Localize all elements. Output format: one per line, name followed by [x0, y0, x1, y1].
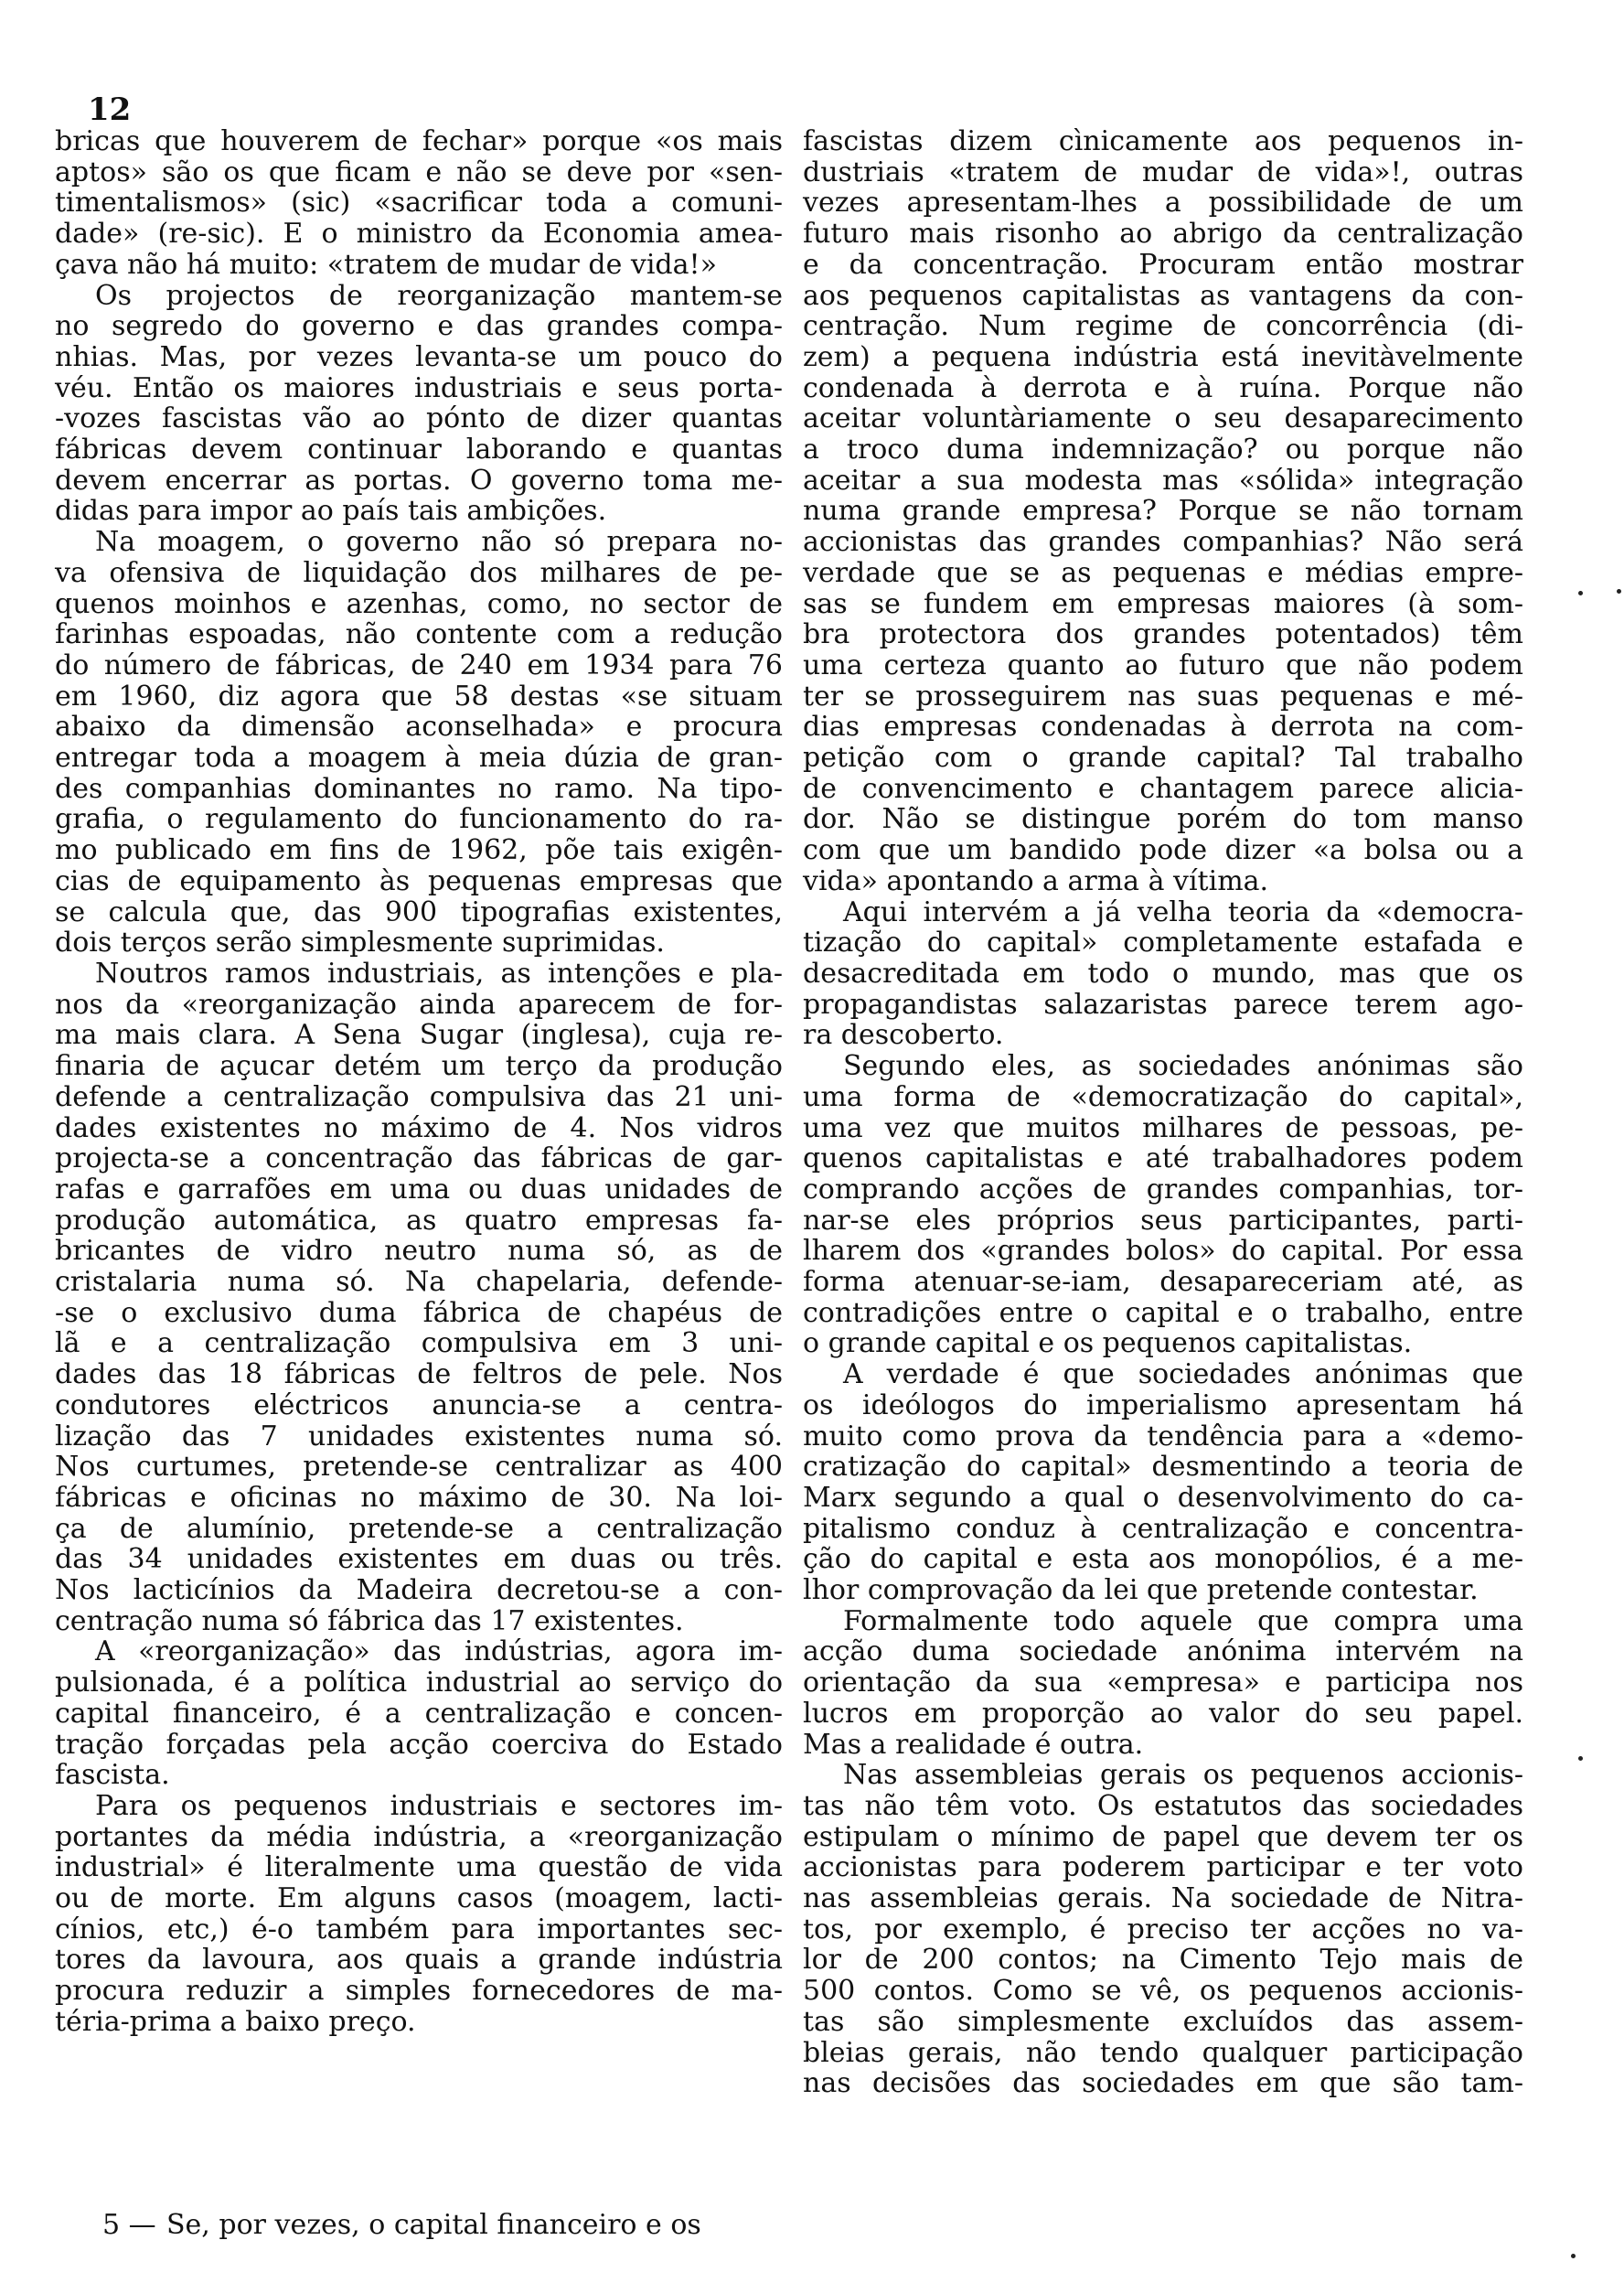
text-line: ma mais clara. A Sena Sugar (inglesa), cuja re- — [55, 1019, 783, 1052]
footer-section-number: 5 — — [102, 2209, 156, 2241]
text-line: dor. Não se distingue porém do tom manso — [803, 803, 1523, 836]
text-line: petição com o grande capital? Tal trabalho — [803, 742, 1523, 775]
text-line: lização das 7 unidades existentes numa só. — [55, 1420, 783, 1452]
text-line: véu. Então os maiores industriais e seus porta- — [55, 371, 783, 404]
text-line: timentalismos» (sic) «sacrificar toda a comuni- — [55, 187, 783, 220]
text-line: çava não há muito: «tratem de mudar de vida!» — [55, 248, 717, 281]
text-line: accionistas das grandes companhias? Não será — [803, 526, 1523, 559]
text-line: rafas e garrafões em uma ou duas unidades de — [55, 1173, 783, 1206]
text-line: lharem dos «grandes bolos» do capital. Por essa — [803, 1235, 1523, 1268]
text-line: centração. Num regime de concorrência (di- — [803, 310, 1523, 343]
text-line: e da concentração. Procuram então mostrar — [803, 248, 1523, 281]
text-line: capital financeiro, é a centralização e concen- — [55, 1697, 783, 1730]
text-line: desacreditada em todo o mundo, mas que os — [803, 957, 1523, 990]
text-line: ça de alumínio, pretende-se a centralização — [55, 1512, 783, 1545]
text-line: fábricas devem continuar laborando e quantas — [55, 434, 783, 466]
text-line: das 34 unidades existentes em duas ou três. — [55, 1543, 783, 1576]
text-line: orientação da sua «empresa» e participa nos — [803, 1667, 1523, 1699]
text-line: entregar toda a moagem à meia dúzia de gran- — [55, 742, 783, 775]
text-line: tas não têm voto. Os estatutos das sociedades — [803, 1789, 1523, 1822]
text-line: portantes da média indústria, a «reorganização — [55, 1820, 783, 1853]
text-line: nar-se eles próprios seus participantes, parti- — [803, 1204, 1523, 1237]
text-line: Marx segundo a qual o desenvolvimento do ca- — [803, 1481, 1523, 1514]
text-line: Os projectos de reorganização mantem-se — [95, 279, 783, 312]
text-line: nos da «reorganização ainda aparecem de for- — [55, 988, 783, 1021]
text-line: lã e a centralização compulsiva em 3 uni- — [55, 1327, 783, 1360]
text-line: vezes apresentam-lhes a possibilidade de um — [803, 187, 1523, 220]
text-line: ra descoberto. — [803, 1019, 1004, 1052]
text-line: Nos lacticínios da Madeira decretou-se a con- — [55, 1574, 783, 1607]
text-line: uma forma de «democratização do capital», — [803, 1080, 1523, 1113]
text-line: Na moagem, o governo não só prepara no- — [95, 526, 783, 559]
text-line: quenos capitalistas e até trabalhadores podem — [803, 1142, 1523, 1175]
text-line: aptos» são os que ficam e não se deve por «sen- — [55, 155, 783, 188]
text-line: propagandistas salazaristas parece terem ago- — [803, 988, 1523, 1021]
page-number: 12 — [88, 91, 132, 128]
text-line: Nos curtumes, pretende-se centralizar as 400 — [55, 1451, 783, 1484]
text-line: bricas que houverem de fechar» porque «os mais — [55, 125, 783, 157]
text-line: ção do capital e esta aos monopólios, é a me- — [803, 1543, 1523, 1576]
text-line: fábricas e oficinas no máximo de 30. Na loi- — [55, 1481, 783, 1514]
text-line: aceitar voluntàriamente o seu desaparecimento — [803, 402, 1523, 435]
text-line: didas para impor ao país tais ambições. — [55, 495, 607, 528]
text-line: pulsionada, é a política industrial ao serviço do — [55, 1667, 783, 1699]
text-line: des companhias dominantes no ramo. Na tipo- — [55, 772, 783, 805]
text-line: Formalmente todo aquele que compra uma — [843, 1604, 1523, 1637]
text-line: dades das 18 fábricas de feltros de pele. Nos — [55, 1358, 783, 1391]
text-line: dade» (re-sic). E o ministro da Economia amea- — [55, 218, 783, 251]
text-line: A «reorganização» das indústrias, agora im- — [95, 1635, 783, 1668]
footer-text: Se, por vezes, o capital financeiro e os — [166, 2209, 701, 2241]
text-line: tas são simplesmente excluídos das assem- — [803, 2005, 1523, 2038]
text-line: farinhas espoadas, não contente com a redução — [55, 618, 783, 651]
text-line: uma certeza quanto ao futuro que não podem — [803, 648, 1523, 681]
text-line: Mas a realidade é outra. — [803, 1728, 1144, 1761]
text-line: futuro mais risonho ao abrigo da centralização — [803, 218, 1523, 251]
text-line: numa grande empresa? Porque se não tornam — [803, 495, 1523, 528]
text-line: bleias gerais, não tendo qualquer participação — [803, 2036, 1523, 2069]
text-line: os ideólogos do imperialismo apresentam há — [803, 1388, 1523, 1421]
text-line: nas assembleias gerais. Na sociedade de Nitra- — [803, 1882, 1523, 1915]
text-line: cratização do capital» desmentindo a teoria de — [803, 1451, 1523, 1484]
text-line: nas decisões das sociedades em que são tam- — [803, 2067, 1523, 2100]
text-line: tos, por exemplo, é preciso ter acções no va- — [803, 1913, 1523, 1945]
text-line: fascistas dizem cìnicamente aos pequenos in- — [803, 125, 1523, 157]
text-line: nhias. Mas, por vezes levanta-se um pouco do — [55, 340, 783, 373]
text-line: dois terços serão simplesmente suprimidas. — [55, 927, 665, 959]
text-line: bricantes de vidro neutro numa só, as de — [55, 1235, 783, 1268]
text-line: de convencimento e chantagem parece alicia- — [803, 772, 1523, 805]
text-line: tores da lavoura, aos quais a grande indústria — [55, 1944, 783, 1977]
ink-speck — [1578, 1756, 1583, 1761]
text-line: dades existentes no máximo de 4. Nos vidros — [55, 1111, 783, 1144]
text-line: dias empresas condenadas à derrota na com- — [803, 711, 1523, 744]
ink-speck — [1617, 589, 1621, 594]
text-line: do número de fábricas, de 240 em 1934 para 76 — [55, 648, 783, 681]
text-line: a troco duma indemnização? ou porque não — [803, 434, 1523, 466]
text-line: fascista. — [55, 1759, 170, 1792]
text-line: bra protectora dos grandes potentados) têm — [803, 618, 1523, 651]
text-line: muito como prova da tendência para a «demo- — [803, 1420, 1523, 1452]
text-line: zem) a pequena indústria está inevitàvelmente — [803, 340, 1523, 373]
text-line: centração numa só fábrica das 17 existentes. — [55, 1604, 684, 1637]
text-line: se calcula que, das 900 tipografias existentes, — [55, 895, 783, 928]
text-line: Noutros ramos industriais, as intenções e pla- — [95, 957, 783, 990]
left-column — [55, 126, 783, 2038]
text-line: lor de 200 contos; na Cimento Tejo mais de — [803, 1944, 1523, 1977]
text-line: produção automática, as quatro empresas fa- — [55, 1204, 783, 1237]
text-line: contradições entre o capital e o trabalho, entre — [803, 1296, 1523, 1329]
text-line: Segundo eles, as sociedades anónimas são — [843, 1050, 1523, 1083]
text-line: com que um bandido pode dizer «a bolsa ou a — [803, 834, 1523, 867]
text-line: lucros em proporção ao valor do seu papel. — [803, 1697, 1523, 1730]
text-line: 500 contos. Como se vê, os pequenos accionis- — [803, 1975, 1523, 2008]
text-line: cínios, etc,) é-o também para importantes sec- — [55, 1913, 783, 1945]
text-line: dustriais «tratem de mudar de vida»!, outras — [803, 155, 1523, 188]
text-line: acção duma sociedade anónima intervém na — [803, 1635, 1523, 1668]
text-line: finaria de açucar detém um terço da produção — [55, 1050, 783, 1083]
text-line: ou de morte. Em alguns casos (moagem, lacti- — [55, 1882, 783, 1915]
text-line: Para os pequenos industriais e sectores im- — [95, 1789, 783, 1822]
text-line: tração forçadas pela acção coerciva do Estado — [55, 1728, 783, 1761]
text-line: ter se prosseguirem nas suas pequenas e mé- — [803, 680, 1523, 713]
text-line: defende a centralização compulsiva das 21 uni- — [55, 1080, 783, 1113]
text-line: aos pequenos capitalistas as vantagens da con- — [803, 279, 1523, 312]
text-line: condutores eléctricos anuncia-se a centra- — [55, 1388, 783, 1421]
ink-speck — [1571, 2254, 1576, 2258]
text-line: quenos moinhos e azenhas, como, no sector de — [55, 587, 783, 620]
text-line: vida» apontando a arma à vítima. — [803, 864, 1269, 897]
text-line: -se o exclusivo duma fábrica de chapéus de — [55, 1296, 783, 1329]
text-line: pitalismo conduz à centralização e concentra- — [803, 1512, 1523, 1545]
text-line: lhor comprovação da lei que pretende contestar. — [803, 1574, 1479, 1607]
text-line: sas se fundem em empresas maiores (à som- — [803, 587, 1523, 620]
text-line: cias de equipamento às pequenas empresas que — [55, 864, 783, 897]
text-line: accionistas para poderem participar e ter voto — [803, 1851, 1523, 1884]
text-line: cristalaria numa só. Na chapelaria, defende- — [55, 1266, 783, 1299]
text-line: comprando acções de grandes companhias, tor- — [803, 1173, 1523, 1206]
text-line: uma vez que muitos milhares de pessoas, pe- — [803, 1111, 1523, 1144]
text-line: condenada à derrota e à ruína. Porque não — [803, 371, 1523, 404]
text-line: industrial» é literalmente uma questão de vida — [55, 1851, 783, 1884]
text-line: grafia, o regulamento do funcionamento do ra- — [55, 803, 783, 836]
text-line: verdade que se as pequenas e médias empre- — [803, 556, 1523, 589]
text-line: A verdade é que sociedades anónimas que — [843, 1358, 1523, 1391]
ink-speck — [1578, 591, 1583, 595]
text-line: em 1960, diz agora que 58 destas «se situam — [55, 680, 783, 713]
text-line: mo publicado em fins de 1962, põe tais exigên- — [55, 834, 783, 867]
text-line: -vozes fascistas vão ao pónto de dizer quantas — [55, 402, 783, 435]
text-line: o grande capital e os pequenos capitalistas. — [803, 1327, 1413, 1360]
text-line: procura reduzir a simples fornecedores de ma- — [55, 1975, 783, 2008]
text-line: téria-prima a baixo preço. — [55, 2005, 416, 2038]
text-line: no segredo do governo e das grandes compa- — [55, 310, 783, 343]
text-line: aceitar a sua modesta mas «sólida» integração — [803, 464, 1523, 497]
text-line: estipulam o mínimo de papel que devem ter os — [803, 1820, 1523, 1853]
text-line: forma atenuar-se-iam, desapareceriam até, as — [803, 1266, 1523, 1299]
text-line: devem encerrar as portas. O governo toma me- — [55, 464, 783, 497]
right-column — [803, 126, 1523, 2099]
text-line: Aqui intervém a já velha teoria da «democra- — [843, 895, 1523, 928]
text-line: Nas assembleias gerais os pequenos accionis- — [843, 1759, 1523, 1792]
text-line: projecta-se a concentração das fábricas de gar- — [55, 1142, 783, 1175]
text-line: tização do capital» completamente estafada e — [803, 927, 1523, 959]
text-line: abaixo da dimensão aconselhada» e procura — [55, 711, 783, 744]
text-line: va ofensiva de liquidação dos milhares de pe- — [55, 556, 783, 589]
